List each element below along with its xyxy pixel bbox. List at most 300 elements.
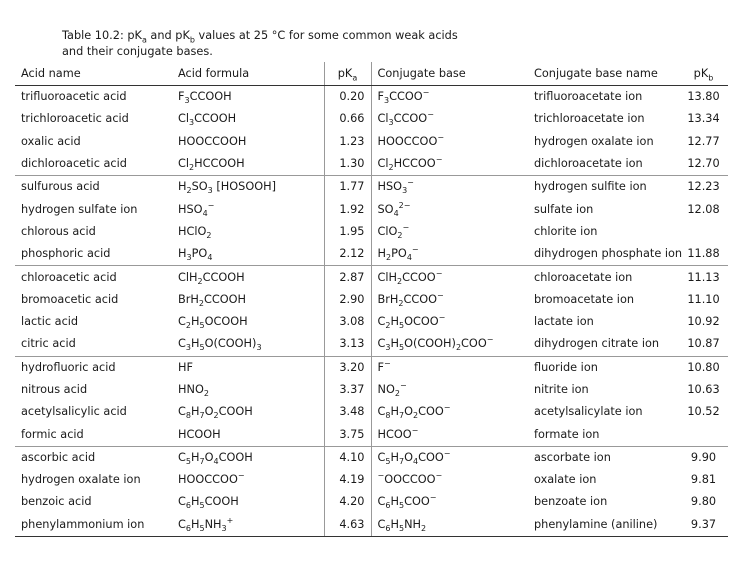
table-row xyxy=(15,311,728,333)
pka-cell: 1.30 xyxy=(324,153,371,176)
acid-formula-part: PO xyxy=(191,247,208,261)
conjugate-base-formula-part: 7 xyxy=(398,456,405,466)
conjugate-base-name-cell: trichloroacetate ion xyxy=(534,112,645,126)
acid-formula-cell xyxy=(172,86,324,109)
conjugate-base-formula-part: 3 xyxy=(385,343,391,353)
acid-name-cell: formic acid xyxy=(15,423,172,446)
acid-formula-part: 7 xyxy=(199,456,205,466)
conjugate-base-formula-part: HOOCCOO xyxy=(377,134,438,148)
pkb-cell: 13.80 xyxy=(687,90,720,104)
acid-formula xyxy=(178,451,253,464)
acid-formula-part: C xyxy=(178,337,186,351)
acid-formula xyxy=(178,90,232,106)
conjugate-base-formula-part: 4 xyxy=(406,253,412,263)
conjugate-base-formula xyxy=(377,88,430,106)
conjugate-base-formula-part: − xyxy=(411,245,419,255)
acid-formula-part: BrH xyxy=(178,292,199,306)
acid-name-cell: ascorbic acid xyxy=(21,450,96,464)
acid-name-cell: sulfurous acid xyxy=(21,180,100,194)
conjugate-base-cell xyxy=(371,243,528,266)
pkb-cell: 10.63 xyxy=(687,383,720,396)
header-pkb-main: pK xyxy=(693,66,709,80)
conjugate-base-formula-part: 2 xyxy=(385,321,391,331)
conjugate-base-formula-part: C xyxy=(377,495,386,509)
conjugate-base-formula xyxy=(378,383,407,396)
pkb-cell: 9.80 xyxy=(690,495,717,509)
acid-formula-part: H xyxy=(178,247,187,261)
acid-formula-cell xyxy=(172,423,324,446)
acid-formula xyxy=(178,180,277,196)
conjugate-base-formula-part: H xyxy=(390,495,399,509)
acid-formula-part: CCOOH xyxy=(203,292,247,306)
acid-formula xyxy=(178,135,246,148)
acid-formula xyxy=(178,473,245,486)
conjugate-base-cell xyxy=(371,108,528,130)
pkb-cell: 9.37 xyxy=(679,514,728,537)
conjugate-base-name-cell: hydrogen sulfite ion xyxy=(534,180,647,194)
conjugate-base-formula-part: 4 xyxy=(393,208,399,218)
acid-formula xyxy=(178,495,239,511)
conjugate-base-formula-part: CCOO xyxy=(393,112,428,126)
conjugate-base-formula-part: 2 xyxy=(412,411,419,421)
acid-formula-part: 5 xyxy=(199,343,205,353)
acid-formula-cell xyxy=(172,469,324,491)
conjugate-base-name-cell: bromoacetate ion xyxy=(534,292,635,306)
table-row xyxy=(15,131,728,153)
acid-name-cell: hydrogen sulfate ion xyxy=(21,202,138,216)
header-acid-name: Acid name xyxy=(15,62,172,86)
pka-cell: 1.92 xyxy=(324,198,371,220)
acid-name-cell: nitrous acid xyxy=(21,383,88,396)
acid-formula-part: H xyxy=(190,315,200,329)
conjugate-base-formula-part: HSO xyxy=(377,180,403,194)
conjugate-base-formula-part: PO xyxy=(391,247,407,261)
acid-formula xyxy=(178,315,248,331)
acid-formula-cell xyxy=(172,333,324,356)
acid-formula-part: O(COOH) xyxy=(204,337,257,351)
acid-formula xyxy=(178,157,245,173)
table-row xyxy=(15,356,728,379)
acid-formula-part: 3 xyxy=(256,343,262,353)
table-row xyxy=(15,289,728,311)
acid-formula-part: 2 xyxy=(189,163,195,173)
conjugate-base-formula-part: O xyxy=(404,405,413,419)
pkb-cell xyxy=(679,423,728,446)
acid-name-cell: citric acid xyxy=(15,333,172,356)
acid-formula xyxy=(178,405,253,421)
conjugate-base-formula-part: 6 xyxy=(385,501,391,511)
acid-formula-part: 2 xyxy=(197,276,203,286)
conjugate-base-formula-part: F xyxy=(377,90,384,104)
acid-formula-part: HSO xyxy=(178,202,203,216)
acid-formula-part: ClH xyxy=(178,270,198,284)
conjugate-base-name-cell: nitrite ion xyxy=(534,383,589,396)
conjugate-base-name-cell: formate ion xyxy=(528,423,679,446)
conjugate-base-name-cell: chloroacetate ion xyxy=(534,270,633,284)
acid-formula-part: + xyxy=(226,515,234,525)
conjugate-base-formula-part: H xyxy=(390,517,399,531)
acid-formula-part: 3 xyxy=(185,343,191,353)
acid-formula-part: COOH xyxy=(204,495,239,509)
conjugate-base-formula-part: CCOO xyxy=(402,270,436,284)
acid-formula-part: H xyxy=(190,495,200,509)
pkb-cell: 11.10 xyxy=(687,292,720,306)
conjugate-base-formula xyxy=(378,518,427,531)
conjugate-base-formula-part: O(COOH) xyxy=(404,337,456,351)
table-row xyxy=(15,198,728,220)
conjugate-base-formula-part: 2 xyxy=(421,523,427,533)
conjugate-base-formula-part: COO xyxy=(461,337,487,351)
conjugate-base-cell xyxy=(371,266,528,289)
pkb-cell: 12.77 xyxy=(687,134,720,148)
header-pkb xyxy=(679,62,728,86)
caption-text: and pK xyxy=(146,29,190,42)
pka-cell: 3.75 xyxy=(324,423,371,446)
pkb-cell: 10.92 xyxy=(687,315,720,329)
conjugate-base-formula-part: 2 xyxy=(397,230,403,240)
conjugate-base-formula-part: ClH xyxy=(377,270,398,284)
acid-formula-part: C xyxy=(178,405,186,419)
pka-cell: 1.95 xyxy=(324,221,371,243)
acid-formula xyxy=(178,112,237,128)
acid-formula-part: 5 xyxy=(185,456,191,466)
table-row xyxy=(15,514,728,537)
acid-formula-part: 3 xyxy=(184,96,190,106)
conjugate-base-formula-part: 2 xyxy=(398,298,404,308)
conjugate-base-formula-part: C xyxy=(377,337,386,351)
acid-formula-part: H xyxy=(190,517,200,531)
conjugate-base-formula-part: 5 xyxy=(398,523,405,533)
conjugate-base-formula-part: HCCOO xyxy=(393,157,436,171)
acid-formula-cell xyxy=(172,491,324,513)
acid-formula-cell xyxy=(172,153,324,176)
conjugate-base-formula-part: H xyxy=(377,247,386,261)
acid-formula xyxy=(178,383,209,396)
conjugate-base-formula xyxy=(377,290,444,308)
table-row xyxy=(15,401,728,423)
conjugate-base-formula-part: 5 xyxy=(398,321,405,331)
conjugate-base-formula-part: 2 xyxy=(455,343,462,353)
conjugate-base-formula xyxy=(377,178,414,196)
conjugate-base-formula-part: − xyxy=(435,268,443,278)
conjugate-base-formula-part: H xyxy=(390,337,399,351)
caption-text-line2: and their conjugate bases. xyxy=(62,44,213,58)
acid-formula-part: OCOOH xyxy=(204,315,248,329)
table-row xyxy=(15,446,728,469)
conjugate-base-name-cell: dihydrogen citrate ion xyxy=(528,333,679,356)
acid-formula xyxy=(178,515,234,533)
acid-formula-cell xyxy=(172,243,324,266)
acid-formula-cell xyxy=(172,289,324,311)
conjugate-base-formula xyxy=(377,493,437,511)
acid-formula xyxy=(178,225,212,238)
table-row xyxy=(15,221,728,243)
acid-formula-part: NH xyxy=(204,517,222,531)
header-acid-formula: Acid formula xyxy=(172,62,324,86)
acid-formula xyxy=(178,361,193,374)
conjugate-base-cell xyxy=(371,356,528,379)
conjugate-base-formula-part: H xyxy=(390,405,399,419)
acid-formula-part: 8 xyxy=(185,411,191,421)
table-row xyxy=(15,108,728,130)
acid-name-cell: phenylammonium ion xyxy=(15,514,172,537)
conjugate-base-formula xyxy=(377,155,443,173)
conjugate-base-formula xyxy=(377,110,434,128)
acid-formula-part: 3 xyxy=(207,186,213,196)
conjugate-base-cell xyxy=(371,131,528,153)
header-conjugate-base-name: Conjugate base name xyxy=(528,62,679,86)
acid-formula-part: 2 xyxy=(185,321,191,331)
acid-formula-part: 2 xyxy=(198,298,204,308)
pkb-cell: 12.08 xyxy=(687,202,720,216)
acid-formula-cell xyxy=(172,108,324,130)
conjugate-base-formula xyxy=(377,200,411,218)
acid-formula-part: Cl xyxy=(178,112,190,126)
conjugate-base-name-cell: ascorbate ion xyxy=(534,450,611,464)
conjugate-base-formula-part: − xyxy=(399,381,407,390)
conjugate-base-name-cell: benzoate ion xyxy=(534,495,608,509)
acid-formula-part: − xyxy=(237,471,245,481)
pkb-cell: 10.80 xyxy=(687,360,720,374)
acid-formula xyxy=(178,200,215,218)
conjugate-base-formula-part: − xyxy=(443,448,451,458)
conjugate-base-formula-part: 2 xyxy=(386,253,392,263)
conjugate-base-formula-part: C xyxy=(377,517,386,531)
conjugate-base-formula-part: − xyxy=(427,110,434,120)
acid-name-cell: chlorous acid xyxy=(21,224,96,238)
conjugate-base-formula-part: Cl xyxy=(377,112,389,126)
pkb-cell: 10.87 xyxy=(679,333,728,356)
conjugate-base-cell xyxy=(371,446,528,469)
conjugate-base-name-cell: phenylamine (aniline) xyxy=(528,514,679,537)
caption-sub-a: a xyxy=(141,35,147,45)
header-pka-main: pK xyxy=(337,66,353,80)
pka-cell: 4.10 xyxy=(324,446,371,469)
acid-formula-part: O xyxy=(204,405,214,419)
conjugate-base-cell xyxy=(371,333,528,356)
conjugate-base-formula-part: 3 xyxy=(384,96,390,106)
acid-formula-part: Cl xyxy=(178,157,190,171)
conjugate-base-formula-part: F xyxy=(377,360,384,374)
conjugate-base-formula-part: 4 xyxy=(412,456,419,466)
conjugate-base-formula-part: − xyxy=(437,290,444,300)
conjugate-base-formula-part: − xyxy=(422,88,430,98)
conjugate-base-cell xyxy=(371,289,528,311)
acid-name-cell: benzoic acid xyxy=(21,495,92,509)
acid-formula-part: C xyxy=(178,315,186,329)
pka-cell: 3.13 xyxy=(324,333,371,356)
conjugate-base-formula-part: COO xyxy=(404,495,430,509)
conjugate-base-formula-part: − xyxy=(435,155,443,165)
acid-name-cell: phosphoric acid xyxy=(15,243,172,266)
pkb-cell: 10.52 xyxy=(687,405,720,419)
pka-cell: 3.08 xyxy=(324,311,371,333)
conjugate-base-formula-part: HCOO xyxy=(377,427,412,441)
conjugate-base-cell xyxy=(371,514,528,537)
acid-formula-part: SO xyxy=(191,180,208,194)
conjugate-base-formula-part: − xyxy=(437,132,445,142)
acid-formula-part: 4 xyxy=(202,208,208,218)
conjugate-base-formula-part: − xyxy=(486,335,494,345)
acid-name-cell: trichloroacetic acid xyxy=(21,112,129,126)
conjugate-base-name-cell: fluoride ion xyxy=(534,360,598,374)
conjugate-base-formula-part: COO xyxy=(418,405,444,419)
conjugate-base-formula xyxy=(377,358,391,374)
conjugate-base-name-cell: chlorite ion xyxy=(534,224,598,238)
acid-formula-part: 6 xyxy=(185,501,191,511)
conjugate-base-formula xyxy=(377,403,451,421)
acid-formula-part: [HOSOOH] xyxy=(212,180,277,194)
conjugate-base-formula-part: H xyxy=(390,450,399,464)
acid-formula-part: HOOCCOOH xyxy=(178,134,247,148)
conjugate-base-formula-part: Cl xyxy=(377,157,389,171)
acid-formula-part: CCOOH xyxy=(202,270,245,284)
conjugate-base-cell xyxy=(371,401,528,423)
conjugate-base-name-cell: lactate ion xyxy=(534,315,594,329)
conjugate-base-formula-part: 2 xyxy=(397,276,403,286)
conjugate-base-formula-part: ClO xyxy=(377,224,398,238)
acid-formula-cell xyxy=(172,131,324,153)
acid-formula-cell xyxy=(172,401,324,423)
table-row xyxy=(15,153,728,176)
conjugate-base-name-cell: sulfate ion xyxy=(534,202,594,216)
pkb-cell: 12.70 xyxy=(679,153,728,176)
acid-name-cell: hydrofluoric acid xyxy=(21,360,116,374)
acid-formula-part: 5 xyxy=(199,321,205,331)
acid-formula-part: 3 xyxy=(186,253,192,263)
pka-pkb-table xyxy=(15,62,728,537)
acid-formula-part: O xyxy=(204,450,214,464)
caption-sub-b: b xyxy=(189,35,195,45)
conjugate-base-formula-part: 8 xyxy=(385,411,391,421)
pka-cell: 3.20 xyxy=(324,356,371,379)
header-conjugate-base: Conjugate base xyxy=(371,62,528,86)
conjugate-base-formula-part: NO xyxy=(377,383,395,396)
acid-formula xyxy=(178,247,213,263)
table-row xyxy=(15,86,728,109)
conjugate-base-formula xyxy=(377,222,410,240)
conjugate-base-formula-part: H xyxy=(390,315,399,329)
caption-text: Table 10.2: pK xyxy=(62,29,142,42)
acid-formula-part: HCOOH xyxy=(178,427,221,441)
header-pkb-sub: b xyxy=(708,72,714,82)
pka-cell: 2.90 xyxy=(324,289,371,311)
conjugate-base-cell xyxy=(371,311,528,333)
acid-formula-part: HClO xyxy=(178,224,207,238)
table-caption xyxy=(62,28,482,59)
conjugate-base-formula xyxy=(377,448,451,466)
acid-formula xyxy=(178,293,246,306)
pka-cell: 4.19 xyxy=(324,469,371,491)
pka-cell: 1.77 xyxy=(324,176,371,199)
pkb-cell: 11.88 xyxy=(679,243,728,266)
acid-formula-cell xyxy=(172,379,324,401)
conjugate-base-formula-part: 5 xyxy=(398,343,405,353)
conjugate-base-formula xyxy=(377,335,494,353)
acid-formula-part: C xyxy=(178,495,186,509)
acid-name-cell: trifluoroacetic acid xyxy=(21,90,127,104)
conjugate-base-cell xyxy=(371,198,528,220)
conjugate-base-formula-part: 2 xyxy=(394,389,400,398)
acid-formula-part: 3 xyxy=(221,523,227,533)
conjugate-base-cell xyxy=(371,86,528,109)
pka-cell: 0.20 xyxy=(324,86,371,109)
conjugate-base-formula xyxy=(377,245,419,263)
acid-formula-part: HNO xyxy=(178,383,204,396)
acid-formula-part: 3 xyxy=(189,118,195,128)
conjugate-base-formula-part: COO xyxy=(418,450,444,464)
table-row xyxy=(15,333,728,356)
conjugate-base-formula-part: 2− xyxy=(398,200,411,210)
conjugate-base-formula-part: OCOO xyxy=(404,315,439,329)
conjugate-base-formula-part: − xyxy=(411,425,419,435)
acid-name-cell: bromoacetic acid xyxy=(21,292,119,306)
pkb-cell xyxy=(679,221,728,243)
conjugate-base-formula-part: − xyxy=(435,471,443,481)
acid-formula xyxy=(178,428,221,441)
conjugate-base-formula-part: BrH xyxy=(377,292,399,306)
acid-formula-part: HF xyxy=(178,360,193,374)
acid-formula-part: 6 xyxy=(185,523,191,533)
conjugate-base-cell xyxy=(371,221,528,243)
acid-formula xyxy=(178,271,245,284)
conjugate-base-formula-part: CCOO xyxy=(389,90,423,104)
acid-formula-part: 2 xyxy=(203,389,209,398)
conjugate-base-formula xyxy=(378,473,443,486)
acid-formula-part: H xyxy=(190,450,200,464)
conjugate-base-cell xyxy=(371,176,528,199)
conjugate-base-formula-part: C xyxy=(377,315,386,329)
acid-formula-part: 5 xyxy=(199,523,205,533)
acid-formula xyxy=(178,337,262,353)
acid-formula-part: C xyxy=(178,517,186,531)
pkb-cell: 12.23 xyxy=(687,180,720,194)
acid-formula-part: COOH xyxy=(218,405,253,419)
conjugate-base-formula-part: − xyxy=(384,358,391,368)
conjugate-base-name-cell: acetylsalicylate ion xyxy=(534,405,643,419)
conjugate-base-formula-part: − xyxy=(402,222,410,232)
conjugate-base-formula-part: SO xyxy=(377,202,394,216)
conjugate-base-formula-part: C xyxy=(377,405,386,419)
conjugate-base-formula xyxy=(377,313,446,331)
header-pka xyxy=(324,62,371,86)
conjugate-base-formula-part: − xyxy=(438,313,446,323)
conjugate-base-formula-part: − xyxy=(407,178,414,188)
pkb-cell: 9.90 xyxy=(690,450,717,464)
acid-formula-part: 2 xyxy=(213,411,219,421)
acid-formula-part: H xyxy=(178,180,187,194)
conjugate-base-name-cell: dihydrogen phosphate ion xyxy=(528,243,679,266)
pkb-cell: 11.13 xyxy=(687,270,720,284)
conjugate-base-name-cell: hydrogen oxalate ion xyxy=(534,134,654,148)
conjugate-base-formula-part: OOCCOO xyxy=(384,473,436,487)
acid-formula-part: 2 xyxy=(206,230,212,240)
pka-cell: 4.20 xyxy=(324,491,371,513)
acid-formula-part: H xyxy=(190,337,200,351)
acid-formula-part: 7 xyxy=(199,411,205,421)
acid-formula-part: HOOCCOO xyxy=(178,473,238,487)
table-header-row xyxy=(15,62,728,86)
conjugate-base-formula-part: O xyxy=(404,450,413,464)
conjugate-base-formula-part: 6 xyxy=(385,523,391,533)
acid-name-cell: hydrogen oxalate ion xyxy=(21,473,141,487)
pka-cell: 4.63 xyxy=(324,514,371,537)
conjugate-base-formula-part: NH xyxy=(404,517,422,531)
conjugate-base-formula-part: 5 xyxy=(398,501,405,511)
acid-name-cell: oxalic acid xyxy=(21,134,81,148)
conjugate-base-formula xyxy=(377,425,419,441)
acid-formula-part: 5 xyxy=(199,501,205,511)
